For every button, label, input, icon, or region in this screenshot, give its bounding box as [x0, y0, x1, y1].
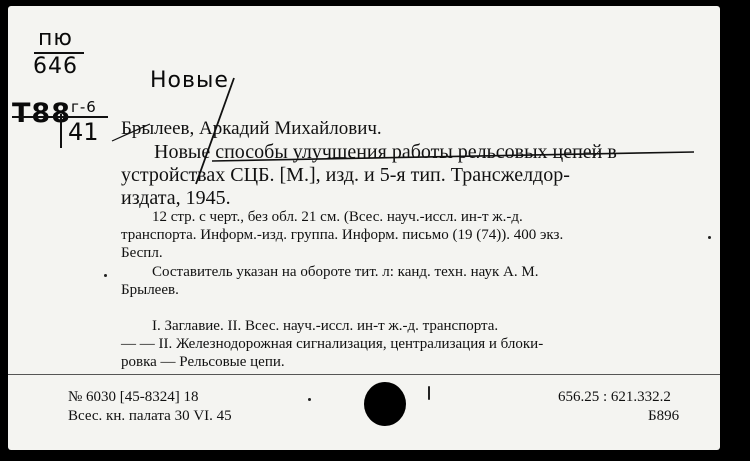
shelfmark-line-1: пю — [38, 26, 73, 51]
note-line-1: Составитель указан на обороте тит. л: канд. техн. наук А. М. — [152, 264, 539, 280]
shelfmark-line-4: 41 — [68, 118, 99, 146]
ink-speck — [428, 386, 430, 400]
shelfmark-line-2: 646 — [33, 54, 78, 79]
collation-line-3: Беспл. — [121, 245, 163, 261]
tracings-line-2: — — II. Железнодорожная сигнализация, централизация и блоки- — [121, 336, 544, 352]
ink-speck — [104, 274, 107, 277]
punch-hole — [364, 382, 406, 426]
ink-speck — [708, 236, 711, 239]
author-code: Б896 — [648, 408, 680, 424]
tracings-line-1: I. Заглавие. II. Всес. науч.-иссл. ин-т ж.-д. транспорта. — [152, 318, 499, 334]
title-line-1: Новые способы улучшения работы рельсовых цепей в — [154, 141, 617, 163]
book-chamber-line: Всес. кн. палата 30 VI. 45 — [68, 408, 232, 424]
collation-line-1: 12 стр. с черт., без обл. 21 см. (Всес. науч.-иссл. ин-т ж.-д. — [152, 209, 523, 225]
footer-rule — [8, 374, 720, 375]
ink-speck — [308, 398, 311, 401]
note-line-2: Брылеев. — [121, 282, 179, 298]
shelfmark-line-3-sup: г-6 — [71, 98, 97, 116]
tracings-line-3: ровка — Рельсовые цепи. — [121, 354, 285, 370]
handwritten-note: Новые — [150, 68, 229, 93]
collation-line-2: транспорта. Информ.-изд. группа. Информ. письмо (19 (74)). 400 экз. — [121, 227, 564, 243]
catalog-card — [8, 6, 720, 450]
title-line-3: издата, 1945. — [121, 187, 231, 209]
title-line-2: устройствах СЦБ. [М.], изд. и 5-я тип. Трансжелдор- — [121, 164, 570, 186]
udc-classification: 656.25 : 621.332.2 — [558, 389, 671, 405]
author-heading: Брылеев, Аркадий Михайлович. — [121, 118, 382, 139]
card-number: № 6030 [45-8324] 18 — [68, 389, 199, 405]
shelfmark-line-3-main: Т88 — [12, 98, 71, 129]
